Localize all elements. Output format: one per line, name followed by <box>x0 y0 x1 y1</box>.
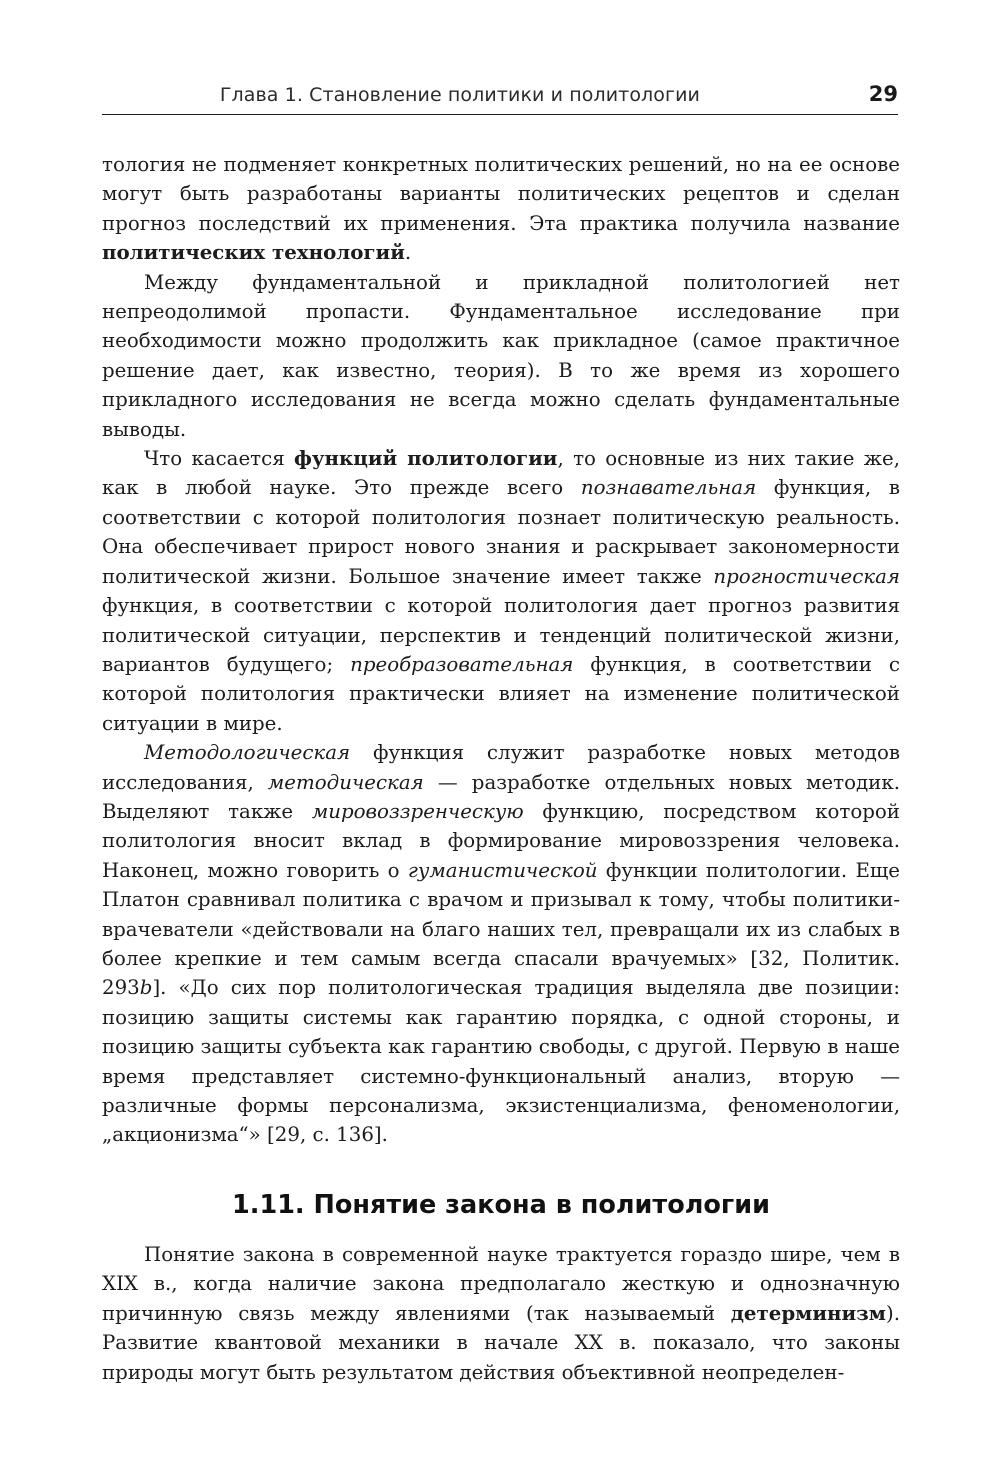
section-heading: 1.11. Понятие закона в политологии <box>232 1190 770 1220</box>
running-header <box>102 84 898 115</box>
paragraph-3-text-3: функция, в соответствии с которой политология познает политическую реальность. Она обеспечивает прирост нового знания и раскрывает закономерности политической жизни. Большое значение имеет также <box>102 476 900 588</box>
paragraph-2-text: Между фундаментальной и прикладной политологией нет непреодолимой пропасти. Фундаментальное исследование при необходимости можно продолжить как прикладное (самое практичное решение дает, как известно, теория). В то же время из хорошего прикладного исследования не всегда можно сделать фундаментальные выводы. <box>102 270 900 441</box>
paragraph-3-text-5: функция, в соответствии с которой политология практически влияет на изменение политической ситуации в мире. <box>102 652 900 735</box>
term-determinism: детерминизм <box>730 1300 886 1325</box>
emphasis-methodological: Методологическая <box>144 741 351 765</box>
term-political-technologies: политических технологий <box>102 240 405 265</box>
paragraph-1 <box>102 150 900 268</box>
emphasis-prognostic: прогностическая <box>713 564 900 588</box>
paragraph-3-text-1: Что касается <box>144 447 294 471</box>
paragraph-3-text-2: , то основные из них такие же, как в любой науке. Это прежде всего <box>102 447 900 500</box>
emphasis-cognitive: познавательная <box>580 476 757 500</box>
paragraph-4-text-3: функцию, посредством которой политология вносит вклад в формирование мировоззрения человека. Наконец, можно говорить о <box>102 799 900 882</box>
paragraph-1-text-1: тология не подменяет конкретных политических решений, но на ее основе могут быть разработаны варианты политических рецептов и сделан прогноз последствий их применения. Эта практика получила название <box>102 153 900 235</box>
paragraph-1-text-2: . <box>404 241 412 265</box>
paragraph-5-text-1: Понятие закона в современной науке трактуется гораздо шире, чем в XIX в., когда наличие закона предполагало жесткую и однозначную причинную связь между явлениями (так называемый <box>102 1243 900 1325</box>
paragraph-4-text-2: — разработке отдельных новых методик. Выделяют также <box>102 770 900 823</box>
term-functions-of-political-science: функций политологии <box>294 446 558 471</box>
citation-letter: b <box>139 976 153 1000</box>
body-text-lower <box>102 1240 900 1387</box>
page-number: 29 <box>868 82 898 106</box>
paragraph-2 <box>102 268 900 444</box>
emphasis-methodical: методическая <box>267 770 424 794</box>
emphasis-worldview: мировоззренческую <box>311 799 524 823</box>
emphasis-transformative: преобразовательная <box>350 652 574 676</box>
paragraph-4 <box>102 738 900 1150</box>
paragraph-3-text-4: функция, в соответствии с которой политология дает прогноз развития политической ситуации, перспектив и тенденций политической жизни, вариантов будущего; <box>102 594 900 676</box>
paragraph-4-text-5: ]. «До сих пор политологическая традиция выделяла две позиции: позицию защиты системы как гарантию порядка, с одной стороны, и позицию защиты субъекта как гарантию свободы, с другой. Первую в наше время представляет системно-функциональный анализ, вторую — различные формы персонализма, экзистенциализма, феноменологии, „акционизма“» [29, с. 136]. <box>102 976 900 1147</box>
running-title: Глава 1. Становление политики и политологии <box>219 84 700 106</box>
paragraph-5 <box>102 1240 900 1387</box>
paragraph-3 <box>102 444 900 738</box>
body-text-upper <box>102 150 900 1150</box>
emphasis-humanistic: гуманистической <box>407 858 598 882</box>
paragraph-5-text-2: ). Развитие квантовой механики в начале XX в. показало, что законы природы могут быть результатом действия объективной неопределен- <box>102 1301 900 1384</box>
paragraph-4-text-4: функции политологии. Еще Платон сравнивал политика с врачом и призывал к тому, чтобы политики-врачеватели «действовали на благо наших тел, превращали их из слабых в более крепкие и тем самым всегда спасали врачуемых» [32, Политик. 293 <box>102 858 900 1000</box>
paragraph-4-text-1: функция служит разработке новых методов исследования, <box>102 741 900 794</box>
